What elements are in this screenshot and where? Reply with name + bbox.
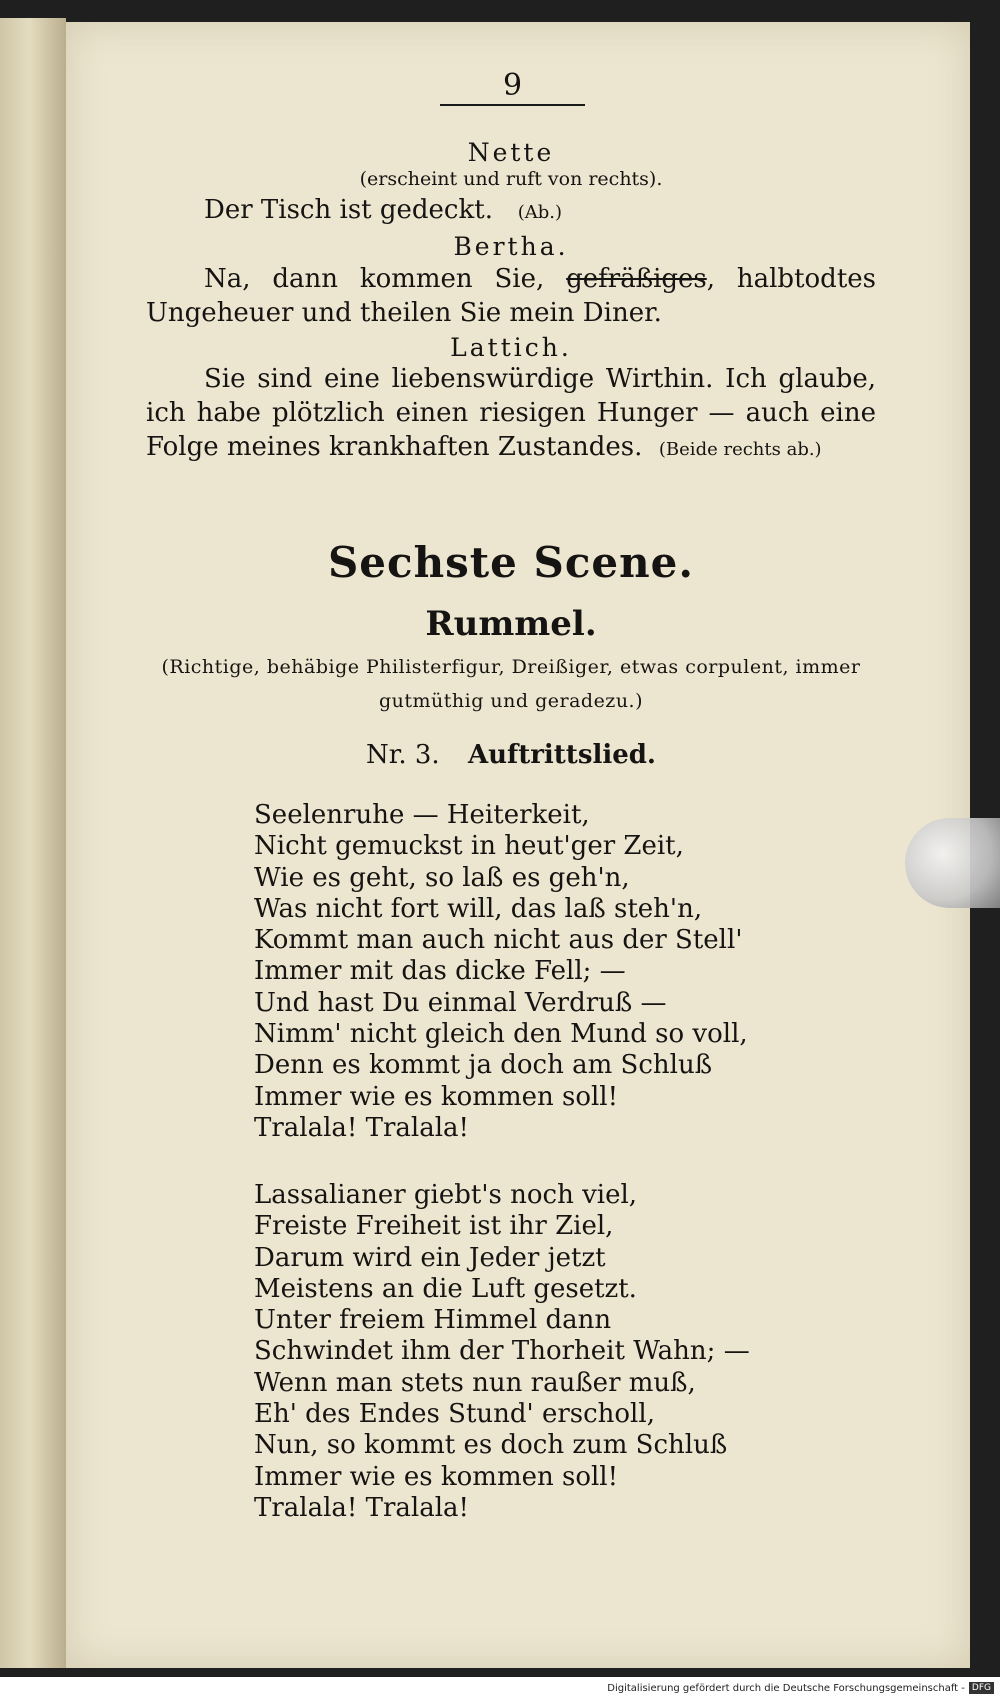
verse-line: Und hast Du einmal Verdruß — — [254, 987, 667, 1018]
verse-line: Kommt man auch nicht aus der Stell' — [254, 925, 743, 956]
verse-line: Tralala! Tralala! — [254, 1112, 469, 1143]
song-verse-2 — [254, 1180, 854, 1524]
scanner-thumb — [905, 818, 1000, 908]
dialogue-text-after: , halbtodtes Ungeheuer und theilen Sie mein Diner. — [146, 264, 876, 328]
verse-line: Wie es geht, so laß es geh'n, — [254, 862, 630, 893]
book-spine — [0, 18, 66, 1668]
verse-line: Immer wie es kommen soll! — [254, 1461, 619, 1492]
dfg-logo: DFG — [969, 1682, 994, 1694]
verse-line: Nimm' nicht gleich den Mund so voll, — [254, 1019, 748, 1050]
page-number-rule — [440, 104, 585, 106]
verse-line: Eh' des Endes Stund' erscholl, — [254, 1399, 655, 1430]
dialogue-text-before: Na, dann kommen Sie, — [204, 264, 545, 294]
stage-direction-inline: (Ab.) — [517, 202, 563, 223]
scene-heading: Sechste Scene. — [327, 538, 695, 587]
verse-line: Seelenruhe — Heiterkeit, — [254, 800, 590, 830]
verse-line: Immer mit das dicke Fell; — — [254, 956, 626, 987]
verse-line: Darum wird ein Jeder jetzt — [254, 1242, 606, 1273]
verse-line: Meistens an die Luft gesetzt. — [254, 1273, 637, 1304]
song-number: Nr. 3. — [366, 740, 440, 770]
song-name: Auftrittslied. — [467, 740, 656, 770]
verse-line: Tralala! Tralala! — [254, 1492, 469, 1523]
speaker-bertha: Bertha. — [453, 232, 569, 261]
verse-line: Schwindet ihm der Thorheit Wahn; — — [254, 1336, 750, 1367]
song-title — [146, 740, 876, 770]
song-verse-1 — [254, 800, 854, 1144]
page-number: 9 — [502, 68, 523, 103]
stage-direction-nette: (erscheint und ruft von rechts). — [359, 168, 663, 190]
verse-line: Wenn man stets nun raußer muß, — [254, 1367, 696, 1398]
footer-credit: Digitalisierung gefördert durch die Deutsche Forschungsgemeinschaft - — [607, 1682, 965, 1694]
dialogue-line-lattich — [146, 362, 876, 467]
verse-line: Nun, so kommt es doch zum Schluß — [254, 1430, 728, 1461]
verse-line: Nicht gemuckst in heut'ger Zeit, — [254, 831, 684, 862]
speaker-nette: Nette — [467, 138, 555, 167]
speaker-lattich: Lattich. — [450, 333, 572, 362]
verse-line: Was nicht fort will, das laß steh'n, — [254, 893, 703, 924]
struck-word: gefräßiges — [566, 264, 707, 294]
character-name: Rummel. — [425, 604, 597, 644]
verse-line: Lassalianer giebt's noch viel, — [254, 1180, 638, 1210]
character-description: (Richtige, behäbige Philisterfigur, Dreißiger, etwas corpulent, immer gutmüthig und geradezu.) — [161, 656, 861, 712]
dialogue-text: Der Tisch ist gedeckt. — [204, 195, 493, 225]
verse-line: Unter freiem Himmel dann — [254, 1305, 612, 1336]
verse-line: Freiste Freiheit ist ihr Ziel, — [254, 1211, 614, 1242]
dialogue-text: Sie sind eine liebenswürdige Wirthin. Ich glaube, ich habe plötzlich einen riesigen Hunger — auch eine Folge meines krankhaften Zustandes. — [146, 364, 876, 462]
verse-line: Denn es kommt ja doch am Schluß — [254, 1050, 713, 1081]
dialogue-line-bertha — [146, 262, 876, 330]
stage-direction-inline: (Beide rechts ab.) — [658, 439, 822, 460]
digitization-footer — [0, 1677, 1000, 1699]
dialogue-line-nette — [146, 193, 876, 230]
verse-line: Immer wie es kommen soll! — [254, 1081, 619, 1112]
